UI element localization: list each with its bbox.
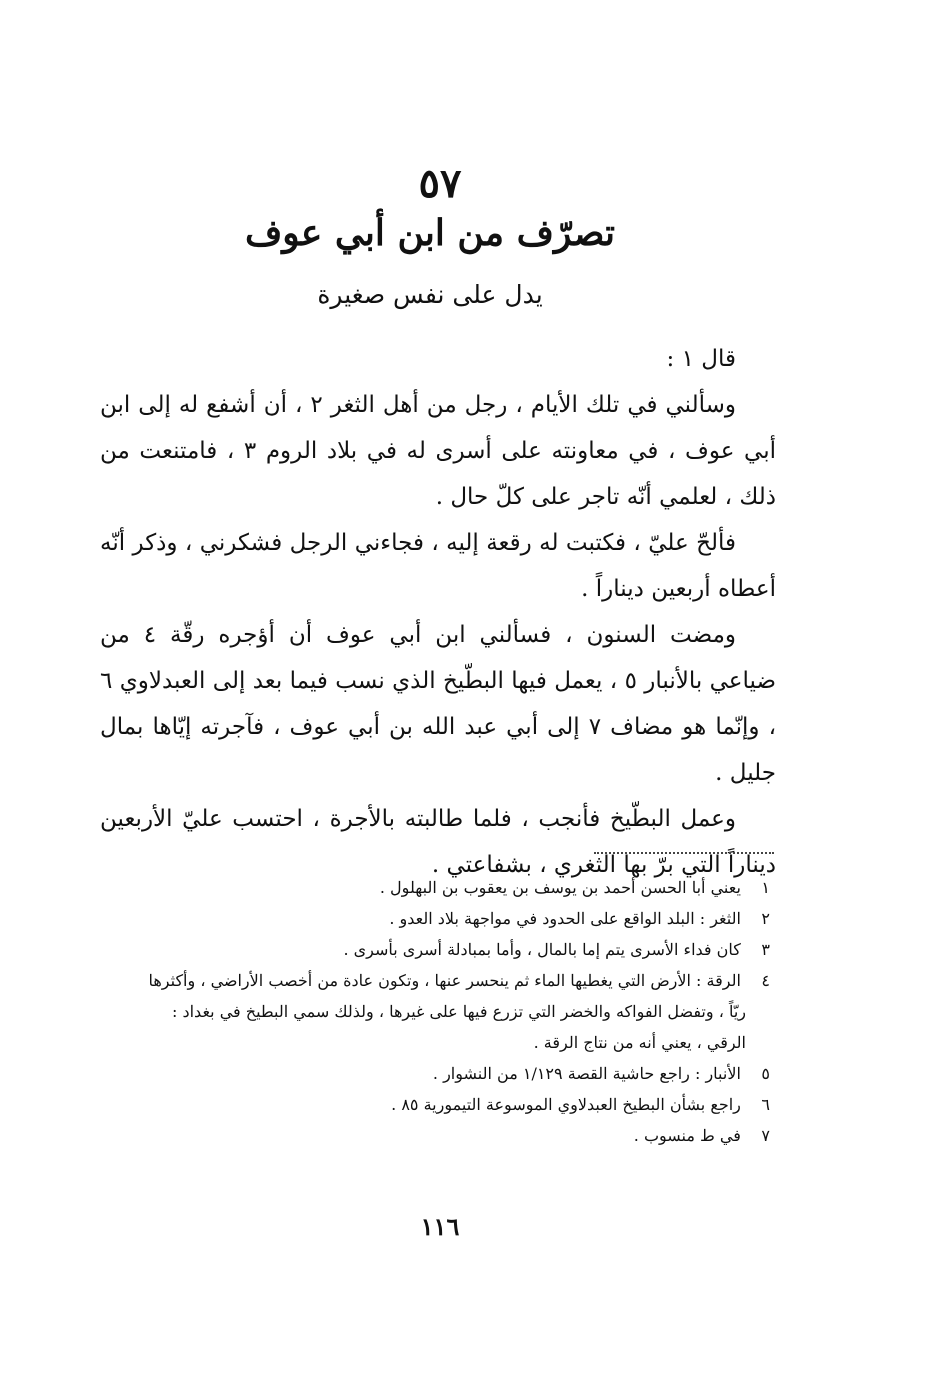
footnote-text: الأنبار : راجع حاشية القصة ١/١٢٩ من النشوار . xyxy=(432,1064,741,1083)
footnote-text: يعني أبا الحسن أحمد بن يوسف بن يعقوب بن البهلول . xyxy=(379,878,741,897)
footnote-text: في ط منسوب . xyxy=(633,1126,741,1145)
footnote-continuation: الرقي ، يعني أنه من نتاج الرقة . xyxy=(533,1033,746,1052)
footnote-number: ٧ xyxy=(761,1126,770,1145)
footnote-divider xyxy=(594,852,774,854)
paragraph: فألحّ عليّ ، فكتبت له رقعة إليه ، فجاءني الرجل فشكرني ، وذكر أنّه أعطاه أربعين ديناراً . xyxy=(100,530,776,602)
paragraph: ومضت السنون ، فسألني ابن أبي عوف أن أؤجره رقّة ٤ من ضياعي بالأنبار ٥ ، يعمل فيها البطّيخ الذي نسب فيما بعد إلى العبدلاوي ٦ ، وإنّما هو مضاف ٧ إلى أبي عبد الله بن أبي عوف ، فآجرته إيّاها بمال جليل . xyxy=(100,622,776,786)
chapter-subtitle: يدل على نفس صغيرة xyxy=(317,280,543,309)
footnotes xyxy=(100,872,770,1151)
footnote-number: ٥ xyxy=(761,1064,770,1083)
footnote-number: ٢ xyxy=(761,909,770,928)
footnote-number: ٤ xyxy=(761,971,770,990)
chapter-number: ٥٧ xyxy=(418,160,462,207)
page-number: ١١٦ xyxy=(420,1212,460,1241)
footnote xyxy=(100,934,770,965)
paragraph: وعمل البطّيخ فأنجب ، فلما طالبته بالأجرة ، احتسب عليّ الأربعين ديناراً التي برّ بها الثغري ، بشفاعتي . xyxy=(100,806,776,878)
footnote xyxy=(100,965,770,996)
footnote xyxy=(100,903,770,934)
footnote-continuation: ريّاً ، وتفضل الفواكه والخضر التي تزرع فيها على غيرها ، ولذلك سمي البطيخ في بغداد : xyxy=(172,1002,746,1021)
footnote-number: ٦ xyxy=(761,1095,770,1114)
footnote-text: راجع بشأن البطيخ العبدلاوي الموسوعة التيمورية ٨٥ . xyxy=(391,1095,741,1114)
footnote-number: ٣ xyxy=(761,940,770,959)
footnote xyxy=(100,1058,770,1089)
footnote-text: الثغر : البلد الواقع على الحدود في مواجهة بلاد العدو . xyxy=(389,909,741,928)
chapter-title: تصرّف من ابن أبي عوف xyxy=(244,212,616,254)
footnote xyxy=(100,872,770,903)
intro-line: قال ١ : xyxy=(666,346,736,372)
footnote xyxy=(100,1089,770,1120)
footnote-text: كان فداء الأسرى يتم إما بالمال ، وأما بمبادلة أسرى بأسرى . xyxy=(343,940,741,959)
footnote-text: الرقة : الأرض التي يغطيها الماء ثم ينحسر عنها ، وتكون عادة من أخصب الأراضي ، وأكثرها xyxy=(148,971,741,990)
footnote xyxy=(100,1120,770,1151)
paragraph: وسألني في تلك الأيام ، رجل من أهل الثغر ٢ ، أن أشفع له إلى ابن أبي عوف ، في معاونته على أسرى له في بلاد الروم ٣ ، فامتنعت من ذلك ، لعلمي أنّه تاجر على كلّ حال . xyxy=(100,392,776,510)
body-text xyxy=(100,336,776,888)
footnote-number: ١ xyxy=(761,878,770,897)
